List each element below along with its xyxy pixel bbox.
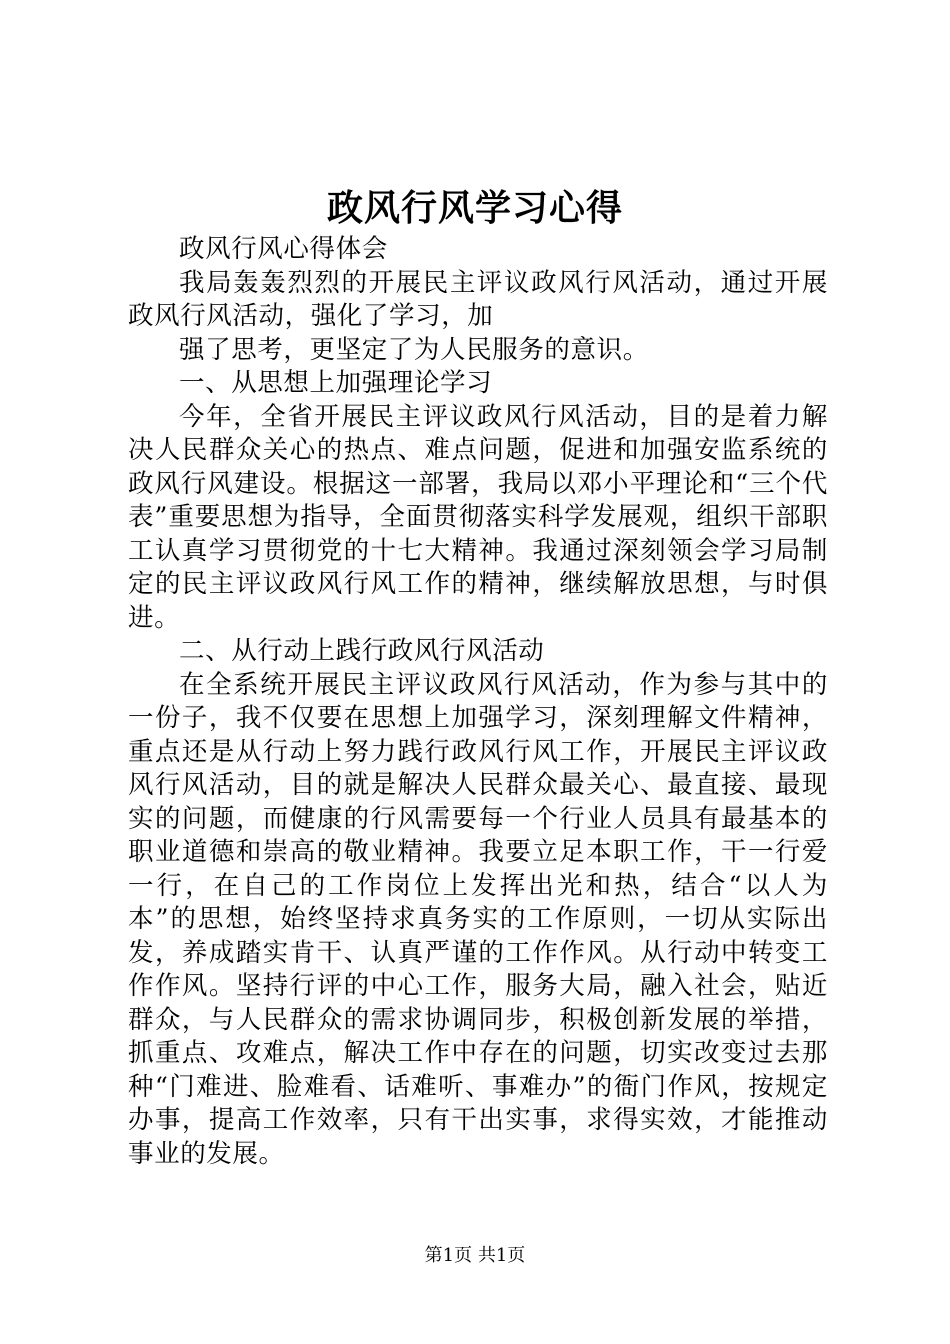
- document-body: [128, 233, 828, 1171]
- section-2-paragraph: 在全系统开展民主评议政风行风活动，作为参与其中的一份子，我不仅要在思想上加强学习，深刻理解文件精神，重点还是从行动上努力践行政风行风工作，开展民主评议政风行风活动，目的就是解决人民群众最关心、最直接、最现实的问题，而健康的行风需要每一个行业人员具有最基本的职业道德和崇高的敬业精神。我要立足本职工作，干一行爱一行，在自己的工作岗位上发挥出光和热，结合“以人为本”的思想，始终坚持求真务实的工作原则，一切从实际出发，养成踏实肯干、认真严谨的工作作风。从行动中转变工作作风。坚持行评的中心工作，服务大局，融入社会，贴近群众，与人民群众的需求协调同步，积极创新发展的举措，抓重点、攻难点，解决工作中存在的问题，切实改变过去那种“门难进、脸难看、话难听、事难办”的衙门作风，按规定办事，提高工作效率，只有干出实事，求得实效，才能推动事业的发展。: [128, 669, 828, 1169]
- intro-paragraph-continued: 强了思考，更坚定了为人民服务的意识。: [179, 334, 649, 365]
- section-1-paragraph: 今年，全省开展民主评议政风行风活动，目的是着力解决人民群众关心的热点、难点问题，促进和加强安监系统的政风行风建设。根据这一部署，我局以邓小平理论和“三个代表”重要思想为指导，全面贯彻落实科学发展观，组织干部职工认真学习贯彻党的十七大精神。我通过深刻领会学习局制定的民主评议政风行风工作的精神，继续解放思想，与时俱进。: [128, 401, 828, 633]
- section-heading-2: 二、从行动上践行政风行风活动: [179, 636, 545, 666]
- intro-paragraph: 我局轰轰烈烈的开展民主评议政风行风活动，通过开展政风行风活动，强化了学习，加: [128, 267, 828, 331]
- document-title: 政风行风学习心得: [326, 187, 623, 229]
- section-heading-1: 一、从思想上加强理论学习: [179, 368, 493, 398]
- page-number-footer: 第1页 共1页: [424, 1245, 526, 1266]
- subtitle-paragraph: 政风行风心得体会: [179, 234, 388, 264]
